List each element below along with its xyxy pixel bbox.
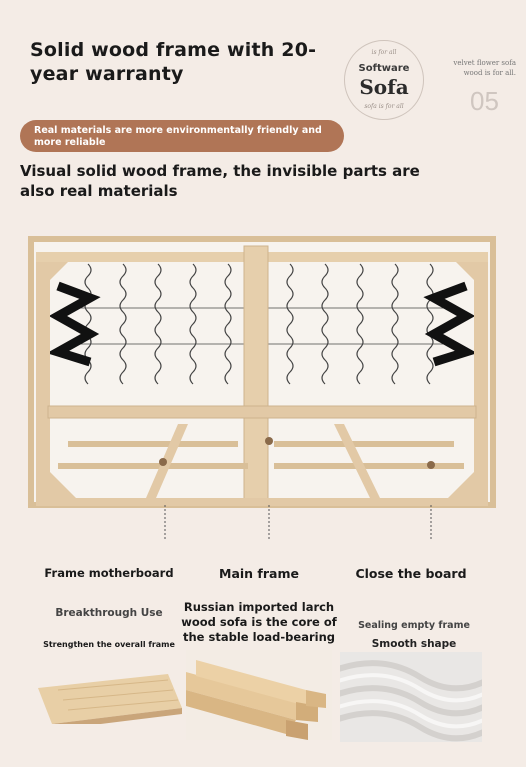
feature-desc-main-frame: Russian imported larch wood sofa is the core of the stable load-bearing xyxy=(181,600,337,644)
section-subtitle: Visual solid wood frame, the invisible parts are also real materials xyxy=(20,162,420,200)
banner-pill xyxy=(20,120,344,152)
feature-desc-motherboard-1: Breakthrough Use xyxy=(55,607,163,619)
logo-name-small: Software xyxy=(358,63,410,74)
feature-title-frame-motherboard: Frame motherboard xyxy=(44,566,174,580)
plywood-board-image xyxy=(38,660,182,724)
banner-text: Real materials are more environmentally friendly and more reliable xyxy=(34,125,322,148)
feature-desc-close-board-1: Sealing empty frame xyxy=(358,620,470,631)
fabric-cushion-image xyxy=(340,652,482,742)
pointer-lines xyxy=(0,505,526,545)
logo-top-text: is for all xyxy=(371,49,397,56)
page-number: 05 xyxy=(470,86,499,116)
side-note: velvet flower sofa wood is for all. xyxy=(453,59,516,77)
feature-title-main-frame: Main frame xyxy=(219,566,299,581)
feature-desc-close-board-2: Smooth shape xyxy=(371,638,457,650)
brand-logo xyxy=(344,40,424,120)
feature-desc-motherboard-2: Strengthen the overall frame xyxy=(43,640,175,649)
logo-name-big: Sofa xyxy=(359,75,409,99)
page-title: Solid wood frame with 20-year warranty xyxy=(30,39,317,85)
sofa-frame-illustration xyxy=(28,236,496,508)
feature-title-close-board: Close the board xyxy=(355,566,467,581)
logo-bottom-text: sofa is for all xyxy=(364,103,404,110)
larch-beams-image xyxy=(186,650,332,740)
